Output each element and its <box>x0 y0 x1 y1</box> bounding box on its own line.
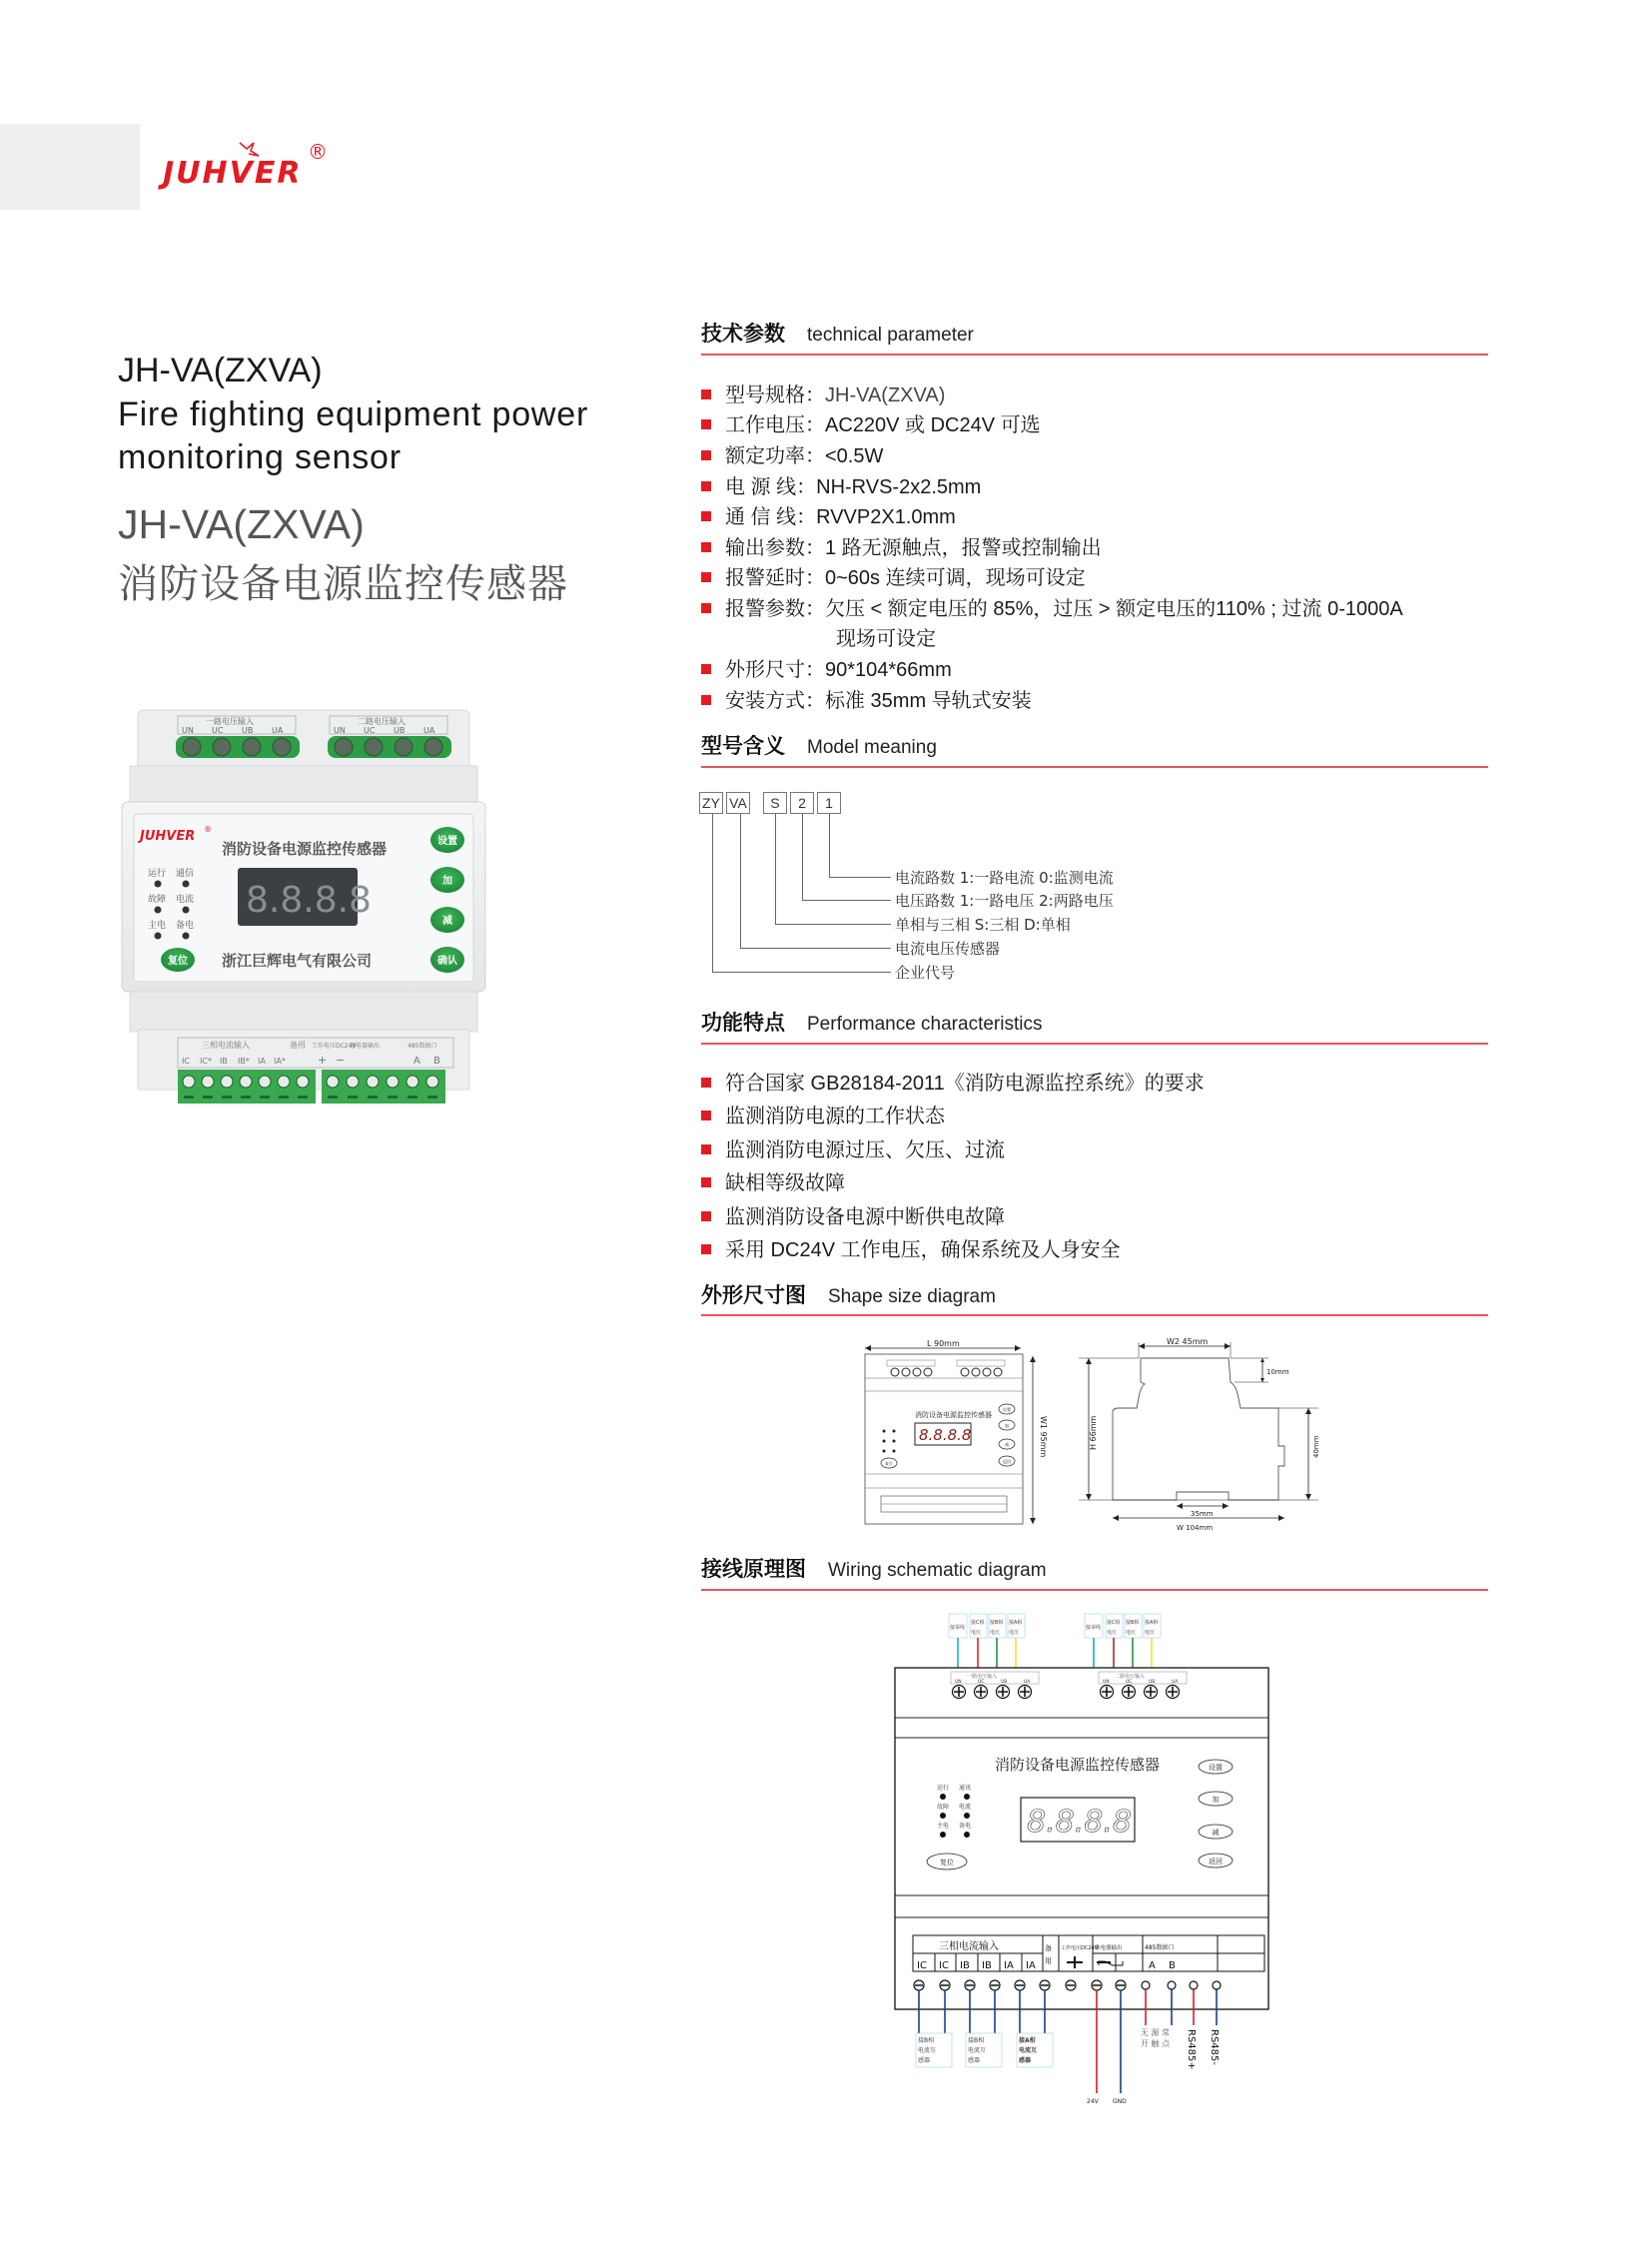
svg-text:运行: 运行 <box>937 1785 950 1792</box>
svg-text:接C相: 接C相 <box>1107 1620 1121 1626</box>
svg-text:UN: UN <box>955 1680 962 1685</box>
section-divider <box>701 354 1488 356</box>
svg-text:8.8.8.8: 8.8.8.8 <box>1027 1805 1132 1840</box>
bullet-square-icon <box>701 1144 711 1154</box>
spec-item: 工作电压：AC220V 或 DC24V 可选 <box>701 408 1041 437</box>
svg-text:通信: 通信 <box>176 869 195 879</box>
svg-text:加: 加 <box>1212 1796 1220 1804</box>
feature-item: 采用 DC24V 工作电压，确保系统及人身安全 <box>701 1233 1121 1262</box>
svg-text:无 源 常: 无 源 常 <box>1141 2028 1171 2037</box>
svg-text:继电器输出: 继电器输出 <box>350 1043 381 1050</box>
bullet-square-icon <box>701 1177 711 1187</box>
svg-text:UC: UC <box>1126 1680 1133 1685</box>
svg-text:+: + <box>318 1054 328 1067</box>
svg-text:接A相: 接A相 <box>1145 1620 1159 1626</box>
svg-text:一路电压输入: 一路电压输入 <box>967 1674 998 1680</box>
section-divider <box>701 1043 1488 1045</box>
header-grey-tab <box>0 124 140 210</box>
svg-text:接B相: 接B相 <box>990 1620 1004 1626</box>
svg-text:设置: 设置 <box>437 836 457 847</box>
bullet-square-icon <box>701 1111 711 1120</box>
bullet-square-icon <box>701 419 711 429</box>
brand-logo <box>163 140 333 200</box>
svg-text:接B相: 接B相 <box>1126 1620 1140 1626</box>
svg-text:主电: 主电 <box>148 921 167 931</box>
svg-text:感器: 感器 <box>918 2057 931 2064</box>
bullet-square-icon <box>701 1244 711 1254</box>
svg-text:24V: 24V <box>1087 2098 1099 2105</box>
svg-text:JUHVER: JUHVER <box>140 829 196 844</box>
svg-text:8.8.8.8: 8.8.8.8 <box>919 1426 972 1444</box>
spec-item: 电 源 线：NH-RVS-2x2.5mm <box>701 470 981 499</box>
svg-text:感器: 感器 <box>968 2057 981 2064</box>
svg-text:浙江巨辉电气有限公司: 浙江巨辉电气有限公司 <box>222 952 373 970</box>
svg-text:IB: IB <box>220 1057 228 1066</box>
svg-text:®: ® <box>204 825 212 834</box>
svg-text:设置: 设置 <box>1209 1764 1223 1772</box>
code-box: 2 <box>790 792 814 814</box>
svg-text:接A相: 接A相 <box>1009 1620 1023 1626</box>
svg-text:A: A <box>413 1056 420 1067</box>
svg-text:IB: IB <box>982 1960 992 1971</box>
product-model-large: JH-VA(ZXVA) <box>118 501 365 547</box>
model-desc: 企业代号 <box>895 964 956 982</box>
svg-text:接C相: 接C相 <box>971 1620 985 1626</box>
spec-item: 通 信 线：RVVP2X1.0mm <box>701 500 956 529</box>
svg-text:三相电流输入: 三相电流输入 <box>939 1941 999 1952</box>
svg-text:IB: IB <box>960 1960 970 1971</box>
svg-text:35mm: 35mm <box>1191 1510 1214 1518</box>
bullet-square-icon <box>701 450 711 460</box>
svg-text:减: 减 <box>1005 1442 1009 1447</box>
svg-text:−: − <box>336 1054 346 1067</box>
svg-text:UB: UB <box>394 726 406 735</box>
spec-item: 安装方式：标准 35mm 导轨式安装 <box>701 684 1032 713</box>
svg-text:485数据口: 485数据口 <box>1145 1944 1175 1951</box>
svg-text:电流互: 电流互 <box>968 2047 987 2054</box>
svg-text:接A相: 接A相 <box>1019 2037 1036 2044</box>
svg-text:复位: 复位 <box>885 1461 893 1466</box>
feature-item: 缺相等级故障 <box>701 1166 845 1195</box>
svg-text:电流互: 电流互 <box>1019 2047 1038 2054</box>
svg-text:返回: 返回 <box>1209 1858 1223 1866</box>
svg-text:485数据口: 485数据口 <box>408 1043 437 1050</box>
svg-text:IC: IC <box>182 1057 190 1066</box>
svg-text:UA: UA <box>1172 1680 1179 1685</box>
code-box: S <box>763 792 787 814</box>
bullet-square-icon <box>701 481 711 491</box>
spec-item: 额定功率：<0.5W <box>701 439 883 468</box>
product-name-en-line1: Fire fighting equipment power <box>118 395 589 433</box>
spec-item: 外形尺寸：90*104*66mm <box>701 653 952 682</box>
svg-text:二路电压输入: 二路电压输入 <box>358 717 406 726</box>
model-desc: 电流电压传感器 <box>895 940 1001 958</box>
svg-text:IA: IA <box>258 1057 266 1066</box>
svg-text:IC: IC <box>917 1960 927 1971</box>
section-divider <box>701 1589 1488 1591</box>
bullet-square-icon <box>701 695 711 705</box>
spec-item: 报警延时：0~60s 连续可调，现场可设定 <box>701 561 1086 590</box>
svg-text:L 90mm: L 90mm <box>927 1339 960 1348</box>
svg-text:加: 加 <box>1005 1423 1009 1428</box>
bullet-square-icon <box>701 1211 711 1221</box>
svg-text:消防设备电源监控传感器: 消防设备电源监控传感器 <box>222 840 388 858</box>
svg-text:接B相: 接B相 <box>968 2037 985 2044</box>
feature-item: 监测消防电源的工作状态 <box>701 1100 945 1128</box>
svg-text:IA*: IA* <box>274 1057 286 1066</box>
svg-text:UN: UN <box>1103 1680 1110 1685</box>
svg-text:二路电压输入: 二路电压输入 <box>1115 1674 1146 1680</box>
shape-side-view <box>1079 1338 1348 1533</box>
bullet-square-icon <box>701 664 711 674</box>
svg-text:IB*: IB* <box>238 1057 250 1066</box>
svg-text:加: 加 <box>442 876 452 887</box>
spec-item: 型号规格：JH-VA(ZXVA) <box>701 378 945 407</box>
svg-text:开 触 点: 开 触 点 <box>1141 2039 1171 2048</box>
svg-text:电压: 电压 <box>990 1630 1001 1636</box>
svg-text:备: 备 <box>1045 1944 1052 1952</box>
svg-text:B: B <box>1169 1960 1176 1971</box>
logo-text: JUHVER <box>163 156 303 191</box>
section-header-wiring: 接线原理图 Wiring schematic diagram <box>701 1557 1047 1581</box>
svg-text:减: 减 <box>442 916 452 927</box>
svg-text:故障: 故障 <box>148 895 167 905</box>
model-meaning-diagram <box>699 779 1159 989</box>
svg-text:电压: 电压 <box>971 1630 982 1636</box>
model-desc: 单相与三相 S:三相 D:单相 <box>895 916 1071 934</box>
svg-text:UA: UA <box>423 726 435 735</box>
svg-text:W2 45mm: W2 45mm <box>1167 1338 1209 1346</box>
section-header-tech: 技术参数 technical parameter <box>701 322 974 346</box>
svg-text:复位: 复位 <box>168 956 188 967</box>
svg-text:IC: IC <box>939 1960 949 1971</box>
svg-text:UB: UB <box>1001 1680 1008 1685</box>
svg-text:UN: UN <box>182 726 194 735</box>
spec-item-continuation: 现场可设定 <box>836 628 936 650</box>
svg-text:GND: GND <box>1113 2098 1127 2105</box>
svg-text:备电: 备电 <box>176 921 195 931</box>
svg-text:电压: 电压 <box>1126 1630 1137 1636</box>
svg-text:UC: UC <box>212 726 224 735</box>
svg-text:40mm: 40mm <box>1312 1435 1320 1458</box>
section-header-model-meaning: 型号含义 Model meaning <box>701 734 937 758</box>
model-desc: 电压路数 1:一路电压 2:两路电压 <box>895 892 1114 910</box>
feature-item: 符合国家 GB28184-2011《消防电源监控系统》的要求 <box>701 1067 1205 1096</box>
product-model: JH-VA(ZXVA) <box>118 352 323 389</box>
svg-text:备电: 备电 <box>959 1823 972 1830</box>
section-divider <box>701 766 1488 768</box>
svg-text:RS485+: RS485+ <box>1186 2029 1197 2070</box>
svg-text:接零线: 接零线 <box>950 1625 966 1631</box>
svg-text:A: A <box>1149 1960 1156 1971</box>
feature-item: 监测消防设备电源中断供电故障 <box>701 1200 1005 1229</box>
product-photo <box>118 704 489 1135</box>
product-name-cn: 消防设备电源监控传感器 <box>118 561 568 607</box>
svg-text:设置: 设置 <box>1003 1407 1011 1412</box>
svg-text:工作电压DC24V: 工作电压DC24V <box>312 1043 357 1050</box>
bullet-square-icon <box>701 389 711 399</box>
svg-text:接零线: 接零线 <box>1086 1625 1102 1631</box>
svg-text:RS485-: RS485- <box>1209 2029 1220 2065</box>
svg-text:用: 用 <box>1045 1957 1052 1965</box>
svg-text:消防设备电源监控传感器: 消防设备电源监控传感器 <box>995 1756 1161 1774</box>
svg-text:电压: 电压 <box>1009 1630 1020 1636</box>
section-divider <box>701 1314 1488 1316</box>
model-desc: 电流路数 1:一路电流 0:监测电流 <box>895 869 1114 887</box>
svg-text:消防设备电源监控传感器: 消防设备电源监控传感器 <box>915 1411 992 1419</box>
svg-text:确认: 确认 <box>437 956 457 967</box>
svg-text:主电: 主电 <box>937 1823 950 1830</box>
svg-text:UB: UB <box>1149 1680 1156 1685</box>
svg-text:B: B <box>433 1056 440 1067</box>
feature-item: 监测消防电源过压、欠压、过流 <box>701 1133 1005 1162</box>
svg-text:8.8.8.8: 8.8.8.8 <box>246 880 372 921</box>
svg-text:复位: 复位 <box>940 1859 954 1867</box>
svg-text:减: 减 <box>1212 1829 1220 1837</box>
spec-item: 输出参数：1 路无源触点，报警或控制输出 <box>701 531 1102 560</box>
code-box: ZY <box>699 792 723 814</box>
svg-text:返回: 返回 <box>1003 1459 1011 1464</box>
svg-text:10mm: 10mm <box>1266 1368 1289 1376</box>
bullet-square-icon <box>701 603 711 613</box>
svg-text:H 66mm: H 66mm <box>1089 1415 1098 1450</box>
section-header-shape: 外形尺寸图 Shape size diagram <box>701 1283 996 1307</box>
svg-text:IC*: IC* <box>200 1057 212 1066</box>
svg-text:继电器输出: 继电器输出 <box>1095 1945 1123 1951</box>
product-name-en-line2: monitoring sensor <box>118 438 402 476</box>
svg-text:UB: UB <box>242 726 254 735</box>
code-box: 1 <box>817 792 841 814</box>
wiring-schematic <box>889 1606 1288 2105</box>
svg-text:W 104mm: W 104mm <box>1177 1524 1214 1532</box>
svg-text:UA: UA <box>272 726 284 735</box>
svg-text:运行: 运行 <box>148 869 167 879</box>
svg-text:三相电流输入: 三相电流输入 <box>202 1041 250 1050</box>
section-header-performance: 功能特点 Performance characteristics <box>701 1011 1043 1035</box>
svg-text:UC: UC <box>364 726 376 735</box>
svg-text:W1 95mm: W1 95mm <box>1039 1416 1048 1458</box>
svg-text:通讯: 通讯 <box>959 1785 972 1792</box>
svg-text:电流互: 电流互 <box>918 2047 937 2054</box>
svg-text:故障: 故障 <box>937 1804 950 1811</box>
svg-text:UA: UA <box>1024 1680 1031 1685</box>
registered-mark: ® <box>308 140 328 164</box>
code-box: VA <box>726 792 750 814</box>
svg-text:备用: 备用 <box>290 1041 306 1050</box>
shape-front-view <box>861 1336 1061 1531</box>
bullet-square-icon <box>701 572 711 582</box>
svg-text:一路电压输入: 一路电压输入 <box>206 717 254 726</box>
bullet-square-icon <box>701 511 711 521</box>
svg-text:UN: UN <box>334 726 346 735</box>
svg-text:UC: UC <box>978 1680 985 1685</box>
svg-text:接B相: 接B相 <box>918 2037 935 2044</box>
svg-text:电流: 电流 <box>959 1804 972 1811</box>
svg-text:电压: 电压 <box>1145 1630 1156 1636</box>
svg-text:IA: IA <box>1026 1960 1036 1971</box>
svg-text:IA: IA <box>1004 1960 1014 1971</box>
bullet-square-icon <box>701 542 711 552</box>
spec-item: 报警参数：欠压 < 额定电压的 85%，过压 > 额定电压的110% ; 过流 0-1000A <box>701 592 1403 621</box>
svg-text:电流: 电流 <box>176 895 195 905</box>
svg-text:工作电压DC24V: 工作电压DC24V <box>1061 1945 1099 1951</box>
bullet-square-icon <box>701 1078 711 1088</box>
svg-text:感器: 感器 <box>1019 2057 1032 2064</box>
svg-text:电压: 电压 <box>1107 1630 1118 1636</box>
